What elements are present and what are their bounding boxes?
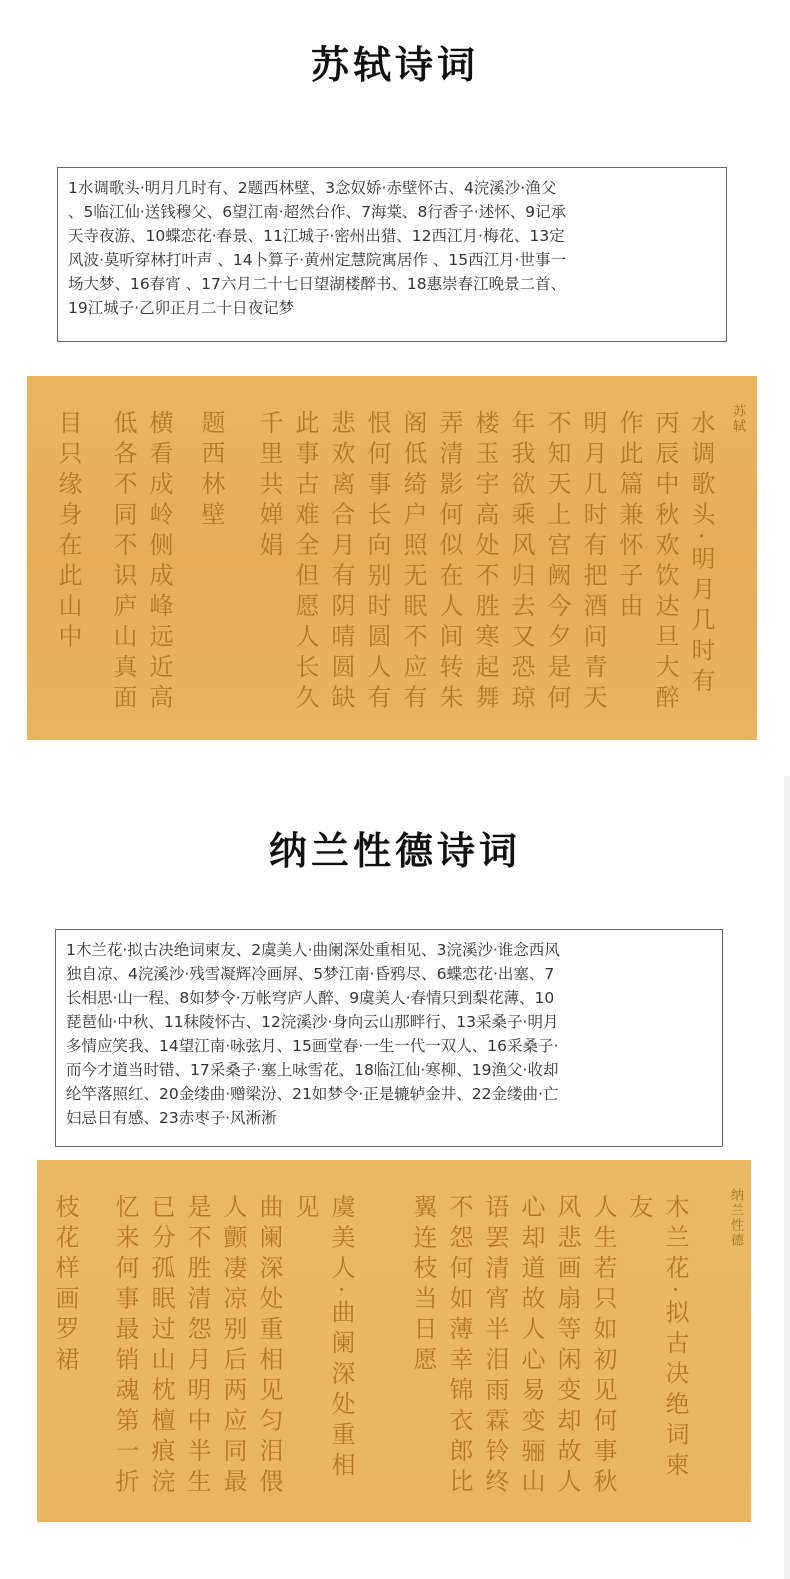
scroll-column: 心却道故人心易变骊山 [517, 1194, 545, 1499]
list-line: 纶竿落照红、20金缕曲·赠梁汾、21如梦令·正是辘轳金井、22金缕曲·亡 [66, 1085, 559, 1103]
scroll-column: 是不胜清怨月明中半生 [183, 1194, 211, 1499]
poem-list-nalan [55, 929, 723, 1147]
list-line: 1木兰花·拟古决绝词柬友、2虞美人·曲阑深处重相见、3浣溪沙·谁念西风 [66, 941, 560, 959]
scroll-signature: 纳兰性德 [728, 1188, 743, 1248]
list-line: 而今才道当时错、17采桑子·塞上咏雪花、18临江仙·寒柳、19渔父·收却 [66, 1061, 559, 1079]
scroll-signature: 苏轼 [730, 404, 745, 434]
scroll-column: 虞美人·曲阑深处重相 [327, 1194, 355, 1483]
page-edge [784, 776, 790, 1579]
scroll-column: 明月几时有把酒问青天 [579, 410, 607, 715]
scroll-column: 题西林壁 [197, 410, 225, 532]
scroll-column: 年我欲乘风归去又恐琼 [507, 410, 535, 715]
scroll-column: 不知天上宫阙今夕是何 [543, 410, 571, 715]
scroll-column: 恨何事长向别时圆人有 [363, 410, 391, 715]
list-line: 天寺夜游、10蝶恋花·春景、11江城子·密州出猎、12西江月·梅花、13定 [68, 227, 565, 245]
scroll-column: 木兰花·拟古决绝词柬 [661, 1194, 689, 1483]
poem-list-sushi [57, 167, 727, 342]
list-line: 独自凉、4浣溪沙·残雪凝辉冷画屏、5梦江南·昏鸦尽、6蝶恋花·出塞、7 [66, 965, 555, 983]
list-line: 19江城子·乙卯正月二十日夜记梦 [68, 299, 295, 317]
list-line: 场大梦、16春宵 、17六月二十七日望湖楼醉书、18惠崇春江晚景二首、 [68, 275, 567, 293]
list-line: 风波·莫听穿林打叶声 、14卜算子·黄州定慧院寓居作 、15西江月·世事一 [68, 251, 567, 269]
scroll-column: 枝花样画罗裙 [51, 1194, 79, 1377]
scroll-column: 此事古难全但愿人长久 [291, 410, 319, 715]
list-line: 、5临江仙·送钱穆父、6望江南·超然台作、7海棠、8行香子·述怀、9记承 [68, 203, 567, 221]
calligraphy-scroll-sushi [27, 376, 757, 740]
scroll-column: 丙辰中秋欢饮达旦大醉 [651, 410, 679, 715]
scroll-column: 阁低绮户照无眠不应有 [399, 410, 427, 715]
scroll-column: 翼连枝当日愿 [409, 1194, 437, 1377]
scroll-column: 友 [625, 1194, 653, 1225]
list-line: 妇忌日有感、23赤枣子·风淅淅 [66, 1109, 277, 1127]
scroll-column: 人颤凄凉别后两应同最 [219, 1194, 247, 1499]
scroll-column: 低各不同不识庐山真面 [109, 410, 137, 715]
scroll-column: 横看成岭侧成峰远近高 [145, 410, 173, 715]
scroll-column: 弄清影何似在人间转朱 [435, 410, 463, 715]
scroll-column: 已分孤眠过山枕檀痕浣 [147, 1194, 175, 1499]
list-line: 多情应笑我、14望江南·咏弦月、15画堂春·一生一代一双人、16采桑子· [66, 1037, 559, 1055]
scroll-column: 水调歌头·明月几时有 [687, 410, 715, 699]
scroll-column: 人生若只如初见何事秋 [589, 1194, 617, 1499]
scroll-column: 语罢清宵半泪雨霖铃终 [481, 1194, 509, 1499]
list-line: 长相思·山一程、8如梦令·万帐穹庐人醉、9虞美人·春情只到梨花薄、10 [66, 989, 555, 1007]
scroll-column: 悲欢离合月有阴晴圆缺 [327, 410, 355, 715]
list-line: 琵琶仙·中秋、11秣陵怀古、12浣溪沙·身向云山那畔行、13采桑子·明月 [66, 1013, 559, 1031]
scroll-column: 曲阑深处重相见匀泪偎 [255, 1194, 283, 1499]
scroll-column: 千里共婵娟 [255, 410, 283, 563]
scroll-column: 不怨何如薄幸锦衣郎比 [445, 1194, 473, 1499]
list-line: 1水调歌头·明月几时有、2题西林壁、3念奴娇·赤壁怀古、4浣溪沙·渔父 [68, 179, 557, 197]
scroll-column: 风悲画扇等闲变却故人 [553, 1194, 581, 1499]
scroll-column: 作此篇兼怀子由 [615, 410, 643, 624]
scroll-column: 忆来何事最销魂第一折 [111, 1194, 139, 1499]
scroll-column: 楼玉宇高处不胜寒起舞 [471, 410, 499, 715]
scroll-column: 目只缘身在此山中 [54, 410, 82, 654]
section-title-nalan: 纳兰性德诗词 [268, 828, 521, 873]
scroll-column: 见 [291, 1194, 319, 1225]
calligraphy-scroll-nalan [37, 1160, 751, 1522]
section-title-sushi: 苏轼诗词 [310, 42, 479, 87]
